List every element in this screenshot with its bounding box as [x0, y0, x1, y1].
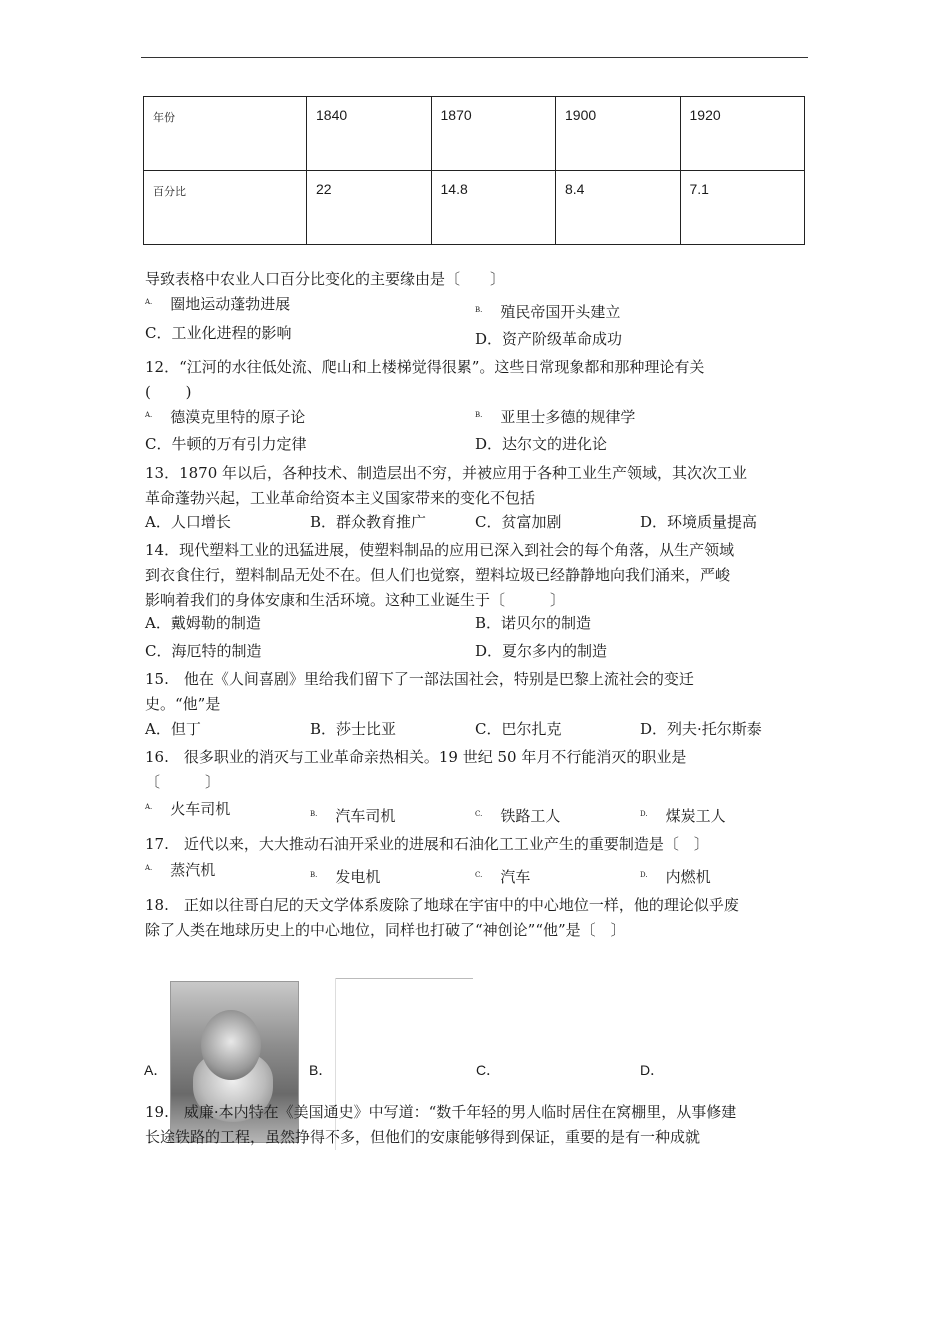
table-cell: 1840 — [307, 97, 432, 171]
q11-option-a[interactable] — [145, 294, 290, 314]
q15-option-b[interactable]: B．莎士比亚 — [310, 720, 397, 738]
q14-stem-line2: 到衣食住行，塑料制品无处不在。但人们也觉察，塑料垃圾已经静静地向我们涌来，严峻 — [145, 566, 731, 584]
option-marker: C. — [475, 871, 483, 879]
q18-option-c[interactable]: C． — [476, 1062, 501, 1078]
q18-stem-line2: 除了人类在地球历史上的中心地位，同样也打破了“神创论”“他”是〔 〕 — [145, 921, 626, 939]
q15-stem-line2: 史。“他”是 — [145, 695, 221, 713]
q18-option-d[interactable]: D． — [640, 1062, 665, 1078]
q14-stem-line1: 14．现代塑料工业的迅猛进展，使塑料制品的应用已深入到社会的每个角落，从生产领域 — [145, 541, 735, 559]
option-text: 内燃机 — [665, 868, 711, 886]
table-cell: 22 — [307, 171, 432, 245]
q14-option-d[interactable]: D．夏尔多内的制造 — [475, 642, 608, 660]
q15-stem-line1: 15. 他在《人间喜剧》里给我们留下了一部法国社会，特别是巴黎上流社会的变迁 — [145, 670, 694, 688]
q17-option-a[interactable] — [145, 860, 215, 880]
q11-stem: 导致表格中农业人口百分比变化的主要缘由是〔 〕 — [145, 270, 506, 288]
option-text: 殖民帝国开头建立 — [500, 303, 621, 321]
q16-option-c[interactable] — [475, 806, 560, 826]
table-row — [144, 97, 805, 171]
q14-stem-line3: 影响着我们的身体安康和生活环境。这种工业诞生于〔 〕 — [145, 591, 566, 609]
q18-stem-line1: 18. 正如以往哥白尼的天文学体系废除了地球在宇宙中的中心地位一样，他的理论似乎废 — [145, 896, 739, 914]
option-marker: D. — [640, 810, 648, 818]
option-marker: A. — [145, 411, 153, 419]
table-cell: 7.1 — [680, 171, 805, 245]
q18-option-b[interactable]: B． — [309, 1062, 333, 1078]
option-text: 汽车 — [500, 868, 531, 886]
q15-option-c[interactable]: C．巴尔扎克 — [475, 720, 562, 738]
q16-option-b[interactable] — [310, 806, 395, 826]
option-marker: D. — [640, 871, 648, 879]
option-text: 蒸汽机 — [170, 861, 216, 879]
option-marker: B. — [475, 306, 483, 314]
q17-option-d[interactable] — [640, 867, 711, 887]
table-cell: 14.8 — [431, 171, 556, 245]
option-marker: B. — [310, 810, 318, 818]
q17-option-c[interactable] — [475, 867, 530, 887]
q14-option-b[interactable]: B．诺贝尔的制造 — [475, 614, 592, 632]
q12-option-b[interactable] — [475, 407, 635, 427]
portrait-face — [201, 1010, 261, 1080]
q16-stem-line2: 〔 〕 — [145, 773, 221, 791]
q15-option-a[interactable]: A．但丁 — [145, 720, 201, 738]
q14-option-c[interactable]: C．海厄特的制造 — [145, 642, 262, 660]
option-text: 铁路工人 — [500, 807, 561, 825]
option-text: 煤炭工人 — [665, 807, 726, 825]
q17-option-b[interactable] — [310, 867, 380, 887]
q19-stem-line2: 长途铁路的工程，虽然挣得不多，但他们的安康能够得到保证，重要的是有一种成就 — [145, 1128, 701, 1146]
q12-stem-line1: 12．“江河的水往低处流、爬山和上楼梯觉得很累”。这些日常现象都和那种理论有关 — [145, 358, 705, 376]
q12-option-c[interactable]: C．牛顿的万有引力定律 — [145, 435, 307, 453]
q13-option-a[interactable]: A．人口增长 — [145, 513, 231, 531]
q19-stem-line1: 19. 威廉·本内特在《美国通史》中写道：“数千年轻的男人临时居住在窝棚里，从事修建 — [145, 1103, 737, 1121]
q12-stem-line2: ( ) — [145, 383, 192, 401]
option-text: 火车司机 — [170, 800, 231, 818]
q16-stem-line1: 16. 很多职业的消灭与工业革命亲热相关。19 世纪 50 年月不行能消灭的职业是 — [145, 748, 687, 766]
table-row — [144, 171, 805, 245]
option-text: 圈地运动蓬勃进展 — [170, 295, 291, 313]
q13-option-b[interactable]: B．群众教育推广 — [310, 513, 427, 531]
q16-option-d[interactable] — [640, 806, 726, 826]
q17-stem: 17. 近代以来，大大推动石油开采业的进展和石油化工工业产生的重要制造是〔 〕 — [145, 835, 709, 853]
table-cell: 百分比 — [144, 171, 307, 245]
option-text: 汽车司机 — [335, 807, 396, 825]
option-marker: B. — [310, 871, 318, 879]
q13-stem-line1: 13．1870 年以后，各种技术、制造层出不穷，并被应用于各种工业生产领域，其次次工业 — [145, 464, 748, 482]
image-frame-top — [335, 978, 473, 979]
option-marker: A. — [145, 864, 153, 872]
q11-option-b[interactable] — [475, 302, 620, 322]
q14-option-a[interactable]: A．戴姆勒的制造 — [145, 614, 261, 632]
option-text: 德漠克里特的原子论 — [170, 408, 306, 426]
agri-population-table — [143, 96, 805, 245]
table-cell: 8.4 — [556, 171, 681, 245]
q13-option-c[interactable]: C．贫富加剧 — [475, 513, 562, 531]
option-marker: C. — [475, 810, 483, 818]
q13-stem-line2: 革命蓬勃兴起，工业革命给资本主义国家带来的变化不包括 — [145, 489, 536, 507]
q15-option-d[interactable]: D．列夫·托尔斯泰 — [640, 720, 762, 738]
table-cell: 年份 — [144, 97, 307, 171]
q11-option-c[interactable]: C．工业化进程的影响 — [145, 324, 292, 342]
q13-option-d[interactable]: D．环境质量提高 — [640, 513, 758, 531]
option-text: 发电机 — [335, 868, 381, 886]
q11-option-d[interactable]: D．资产阶级革命成功 — [475, 330, 623, 348]
q18-option-a[interactable]: A． — [144, 1062, 168, 1078]
option-marker: A. — [145, 803, 153, 811]
option-marker: B. — [475, 411, 483, 419]
q12-option-d[interactable]: D．达尔文的进化论 — [475, 435, 608, 453]
option-text: 亚里士多德的规律学 — [500, 408, 636, 426]
q12-option-a[interactable] — [145, 407, 305, 427]
header-rule — [141, 57, 808, 58]
table-cell: 1920 — [680, 97, 805, 171]
table-cell: 1870 — [431, 97, 556, 171]
option-marker: A. — [145, 298, 153, 306]
q16-option-a[interactable] — [145, 799, 230, 819]
table-cell: 1900 — [556, 97, 681, 171]
